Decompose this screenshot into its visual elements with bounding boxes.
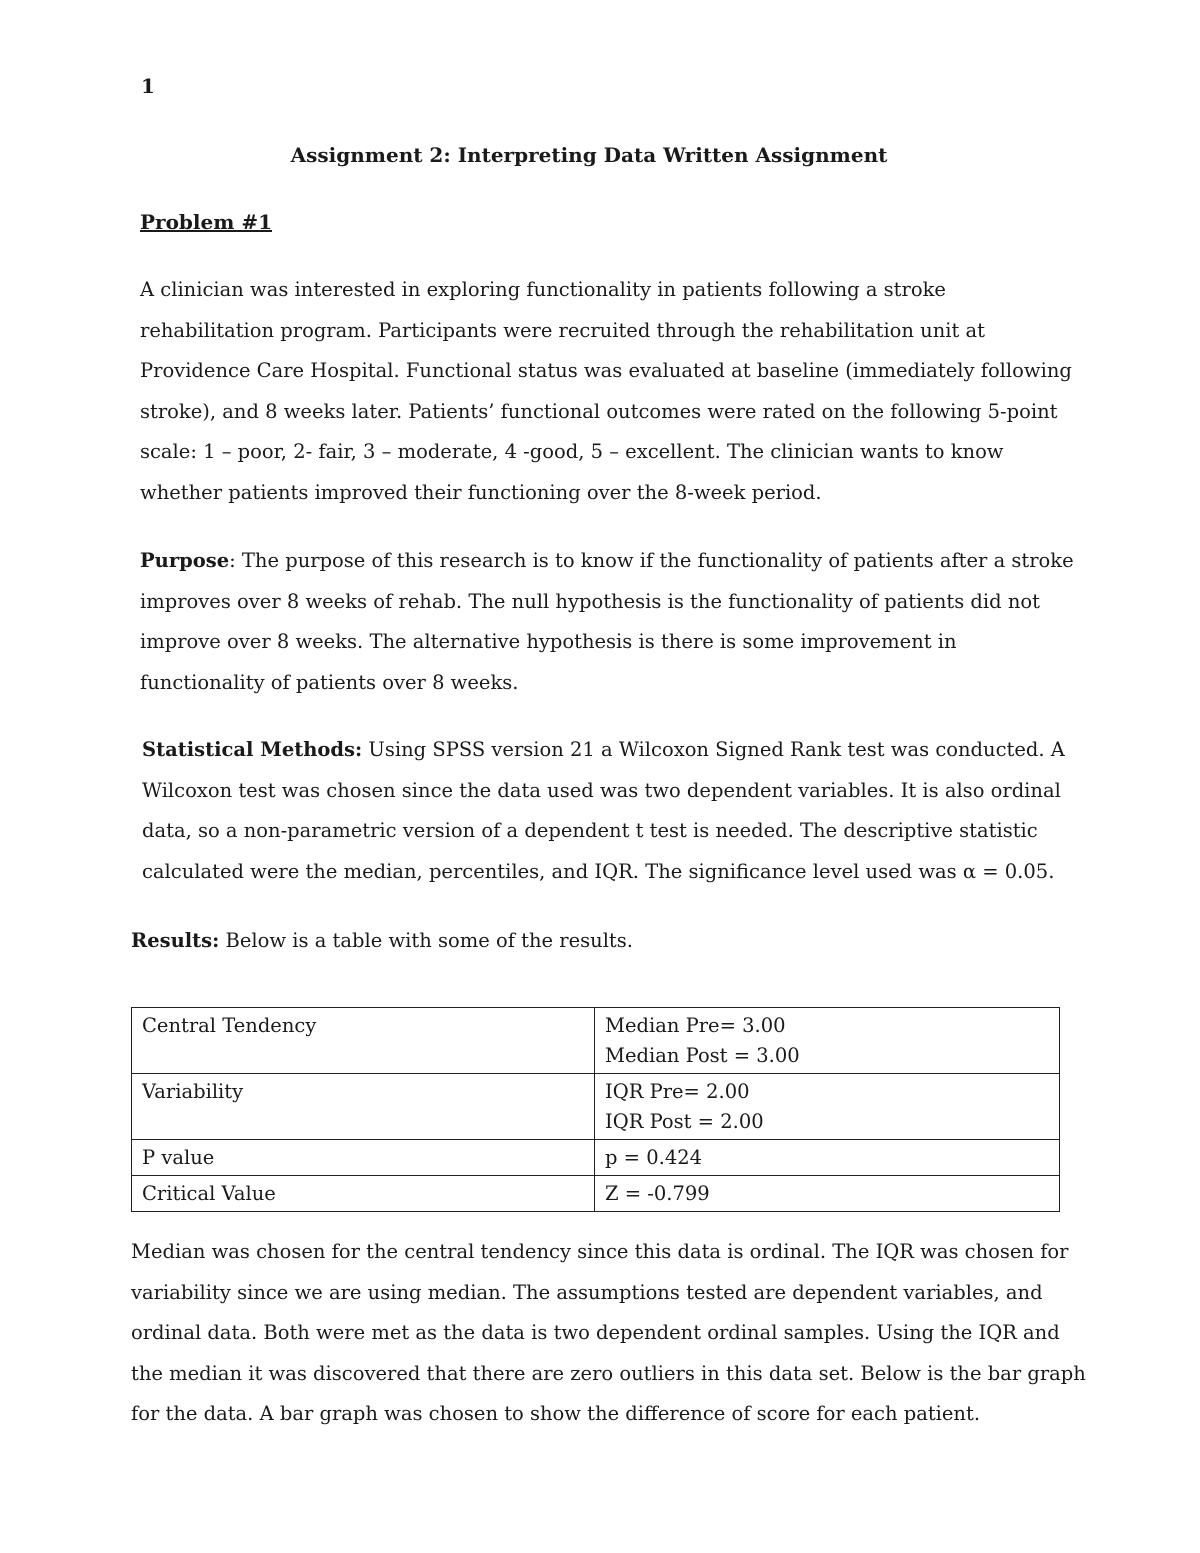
- row-value: [595, 1074, 1060, 1140]
- value-line: p = 0.424: [605, 1146, 703, 1169]
- purpose-paragraph: [140, 541, 1085, 703]
- row-label: Central Tendency: [132, 1008, 595, 1074]
- discussion-paragraph: Median was chosen for the central tendency since this data is ordinal. The IQR was chosen for variability since we are using median. The assumptions tested are dependent variables, and ordinal data. Both were met as the data is two dependent ordinal samples. Using the IQR and the median it was discovered that there are zero outliers in this data set. Below is the bar graph for the data. A bar graph was chosen to show the difference of score for each patient.: [131, 1240, 1086, 1425]
- row-label: Variability: [132, 1074, 595, 1140]
- results-table: [131, 1007, 1060, 1212]
- value-line: Median Post = 3.00: [605, 1044, 800, 1067]
- page-number: 1: [141, 74, 155, 98]
- statistical-methods-paragraph: [142, 730, 1087, 892]
- row-value: [595, 1140, 1060, 1176]
- row-label: Critical Value: [132, 1176, 595, 1212]
- results-intro-paragraph: [131, 921, 1076, 962]
- table-row: [132, 1176, 1060, 1212]
- results-label: Results:: [131, 929, 220, 952]
- value-line: IQR Pre= 2.00: [605, 1080, 750, 1103]
- value-line: Z = -0.799: [605, 1182, 710, 1205]
- table-row: [132, 1140, 1060, 1176]
- results-intro-text: Below is a table with some of the results.: [219, 929, 633, 952]
- purpose-label: Purpose: [140, 549, 230, 572]
- statistical-methods-text: Using SPSS version 21 a Wilcoxon Signed Rank test was conducted. A Wilcoxon test was chosen since the data used was two dependent variables. It is also ordinal data, so a non-parametric version of a dependent t test is needed. The descriptive statistic calculated were the median, percentiles, and IQR. The significance level used was α = 0.05.: [142, 738, 1065, 883]
- document-title: Assignment 2: Interpreting Data Written Assignment: [290, 143, 888, 167]
- value-line: IQR Post = 2.00: [605, 1110, 764, 1133]
- row-value: [595, 1176, 1060, 1212]
- table-row: [132, 1008, 1060, 1074]
- purpose-text: : The purpose of this research is to know if the functionality of patients after a stroke improves over 8 weeks of rehab. The null hypothesis is the functionality of patients did not improve over 8 weeks. The alternative hypothesis is there is some improvement in functionality of patients over 8 weeks.: [140, 549, 1074, 694]
- intro-paragraph: A clinician was interested in exploring functionality in patients following a stroke rehabilitation program. Participants were recruited through the rehabilitation unit at Providence Care Hospital. Functional status was evaluated at baseline (immediately following stroke), and 8 weeks later. Patients’ functional outcomes were rated on the following 5-point scale: 1 – poor, 2- fair, 3 – moderate, 4 -good, 5 – excellent. The clinician wants to know whether patients improved their functioning over the 8-week period.: [140, 278, 1072, 504]
- problem-heading: Problem #1: [140, 210, 273, 234]
- row-label: P value: [132, 1140, 595, 1176]
- statistical-methods-label: Statistical Methods:: [142, 738, 363, 761]
- value-line: Median Pre= 3.00: [605, 1014, 786, 1037]
- row-value: [595, 1008, 1060, 1074]
- table-row: [132, 1074, 1060, 1140]
